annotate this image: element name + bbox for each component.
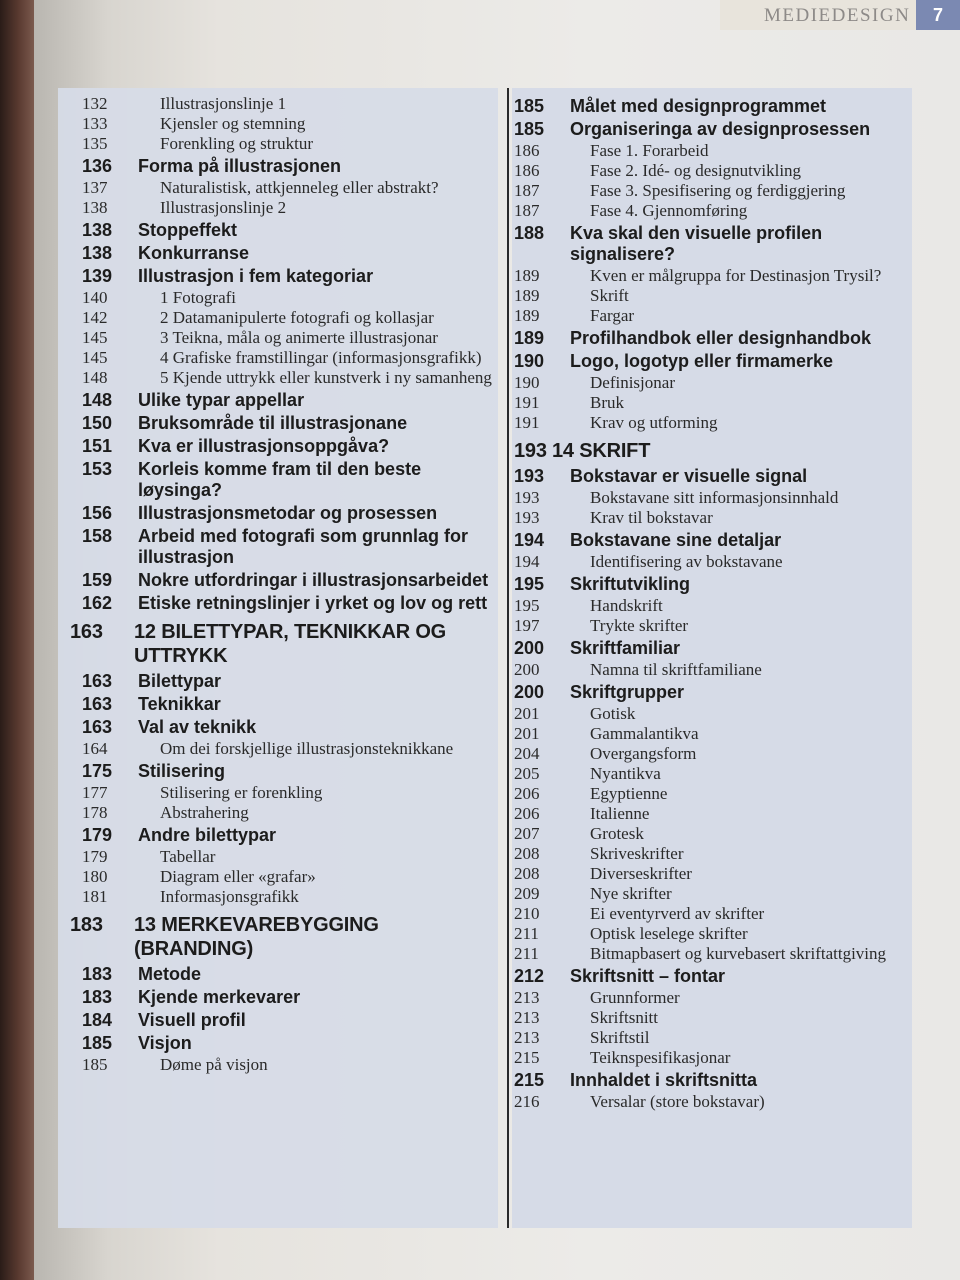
toc-page-number: 183 <box>82 964 113 984</box>
toc-section-entry <box>70 243 500 264</box>
toc-subsection-entry <box>512 744 912 764</box>
toc-section-entry <box>70 220 500 241</box>
toc-page-number: 185 <box>514 96 545 116</box>
toc-subsection-entry <box>512 864 912 884</box>
toc-subsection-entry <box>512 286 912 306</box>
toc-page-number: 213 <box>514 1008 540 1027</box>
toc-section-entry <box>512 530 912 551</box>
toc-entry-title: 4 Grafiske framstillingar (informasjonsgrafikk) <box>160 348 482 367</box>
toc-entry-title: Stilisering <box>138 761 226 781</box>
toc-entry-title: Bruk <box>590 393 624 412</box>
toc-section-entry <box>70 413 500 434</box>
toc-subsection-entry <box>512 944 912 964</box>
toc-subsection-entry <box>70 328 500 348</box>
toc-entry-title: 1 Fotografi <box>160 288 237 307</box>
toc-page-number: 137 <box>82 178 108 197</box>
toc-page-number: 211 <box>514 944 539 963</box>
toc-subsection-entry <box>70 847 500 867</box>
toc-page-number: 197 <box>514 616 540 635</box>
toc-subsection-entry <box>512 306 912 326</box>
toc-page-number: 142 <box>82 308 108 327</box>
toc-entry-title: Organiseringa av designprosessen <box>570 119 871 139</box>
toc-entry-title: 3 Teikna, måla og animerte illustrasjonar <box>160 328 438 347</box>
toc-subsection-entry <box>512 784 912 804</box>
toc-page-number: 148 <box>82 390 113 410</box>
toc-page-number: 189 <box>514 266 540 285</box>
toc-section-entry <box>512 351 912 372</box>
toc-page-number: 201 <box>514 724 540 743</box>
toc-subsection-entry <box>512 413 912 433</box>
toc-entry-title: Bokstavar er visuelle signal <box>570 466 808 486</box>
toc-entry-title: Fargar <box>590 306 635 325</box>
toc-entry-title: Arbeid med fotografi som grunnlag for illustrasjon <box>138 526 469 567</box>
toc-section-entry <box>70 825 500 846</box>
toc-entry-title: Målet med designprogrammet <box>570 96 827 116</box>
toc-page-number: 186 <box>514 161 540 180</box>
toc-entry-title: Nyantikva <box>590 764 661 783</box>
toc-entry-title: Diagram eller «grafar» <box>160 867 316 886</box>
toc-section-entry <box>70 1033 500 1054</box>
toc-section-entry <box>512 966 912 987</box>
toc-entry-title: 14 SKRIFT <box>552 440 651 462</box>
toc-entry-title: Nye skrifter <box>590 884 672 903</box>
toc-page-number: 205 <box>514 764 540 783</box>
toc-entry-title: Skriftstil <box>590 1028 650 1047</box>
toc-entry-title: Illustrasjonslinje 2 <box>160 198 287 217</box>
toc-entry-title: Overgangsform <box>590 744 697 763</box>
toc-entry-title: Metode <box>138 964 201 984</box>
toc-section-entry <box>70 526 500 568</box>
toc-page-number: 200 <box>514 660 540 679</box>
toc-section-entry <box>70 436 500 457</box>
toc-entry-title: Visjon <box>138 1033 192 1053</box>
toc-subsection-entry <box>70 887 500 907</box>
toc-entry-title: 13 MERKEVAREBYGGING (BRANDING) <box>134 914 379 960</box>
toc-entry-title: Krav til bokstavar <box>590 508 713 527</box>
toc-entry-title: Korleis komme fram til den beste løysinga? <box>138 459 422 500</box>
toc-section-entry <box>70 570 500 591</box>
toc-page-number: 175 <box>82 761 113 781</box>
toc-entry-title: Definisjonar <box>590 373 675 392</box>
toc-page-number: 195 <box>514 574 545 594</box>
toc-entry-title: Naturalistisk, attkjenneleg eller abstrakt? <box>160 178 439 197</box>
toc-page-number: 191 <box>514 413 540 432</box>
toc-entry-title: Teknikkar <box>138 694 221 714</box>
toc-entry-title: Trykte skrifter <box>590 616 689 635</box>
toc-page-number: 140 <box>82 288 108 307</box>
toc-page-number: 193 <box>514 508 540 527</box>
toc-page-number: 188 <box>514 223 545 243</box>
toc-page-number: 163 <box>82 694 113 714</box>
toc-section-entry <box>70 266 500 287</box>
toc-page-number: 189 <box>514 306 540 325</box>
toc-section-entry <box>70 717 500 738</box>
toc-entry-title: 2 Datamanipulerte fotografi og kollasjar <box>160 308 434 327</box>
toc-page-number: 194 <box>514 552 540 571</box>
toc-subsection-entry <box>512 1092 912 1112</box>
toc-page-number: 215 <box>514 1048 540 1067</box>
toc-entry-title: Innhaldet i skriftsnitta <box>570 1070 758 1090</box>
toc-page-number: 185 <box>82 1055 108 1074</box>
toc-page-number: 213 <box>514 988 540 1007</box>
toc-subsection-entry <box>512 141 912 161</box>
toc-page-number: 193 <box>514 488 540 507</box>
toc-entry-title: Skriftfamiliar <box>570 638 681 658</box>
toc-entry-title: Skriftsnitt <box>590 1008 659 1027</box>
toc-page-number: 209 <box>514 884 540 903</box>
toc-page-number: 215 <box>514 1070 545 1090</box>
toc-page-number: 193 <box>514 466 545 486</box>
toc-entry-title: Døme på visjon <box>160 1055 268 1074</box>
toc-entry-title: Diverseskrifter <box>590 864 692 883</box>
toc-subsection-entry <box>70 1055 500 1075</box>
toc-page-number: 151 <box>82 436 113 456</box>
toc-entry-title: Andre bilettypar <box>138 825 277 845</box>
toc-section-entry <box>512 574 912 595</box>
toc-entry-title: Illustrasjonsmetodar og prosessen <box>138 503 438 523</box>
toc-entry-title: 12 BILETTYPAR, TEKNIKKAR OG UTTRYKK <box>134 621 447 667</box>
toc-chapter-entry <box>512 439 912 463</box>
toc-page-number: 135 <box>82 134 108 153</box>
toc-page-number: 207 <box>514 824 540 843</box>
toc-entry-title: Fase 1. Forarbeid <box>590 141 709 160</box>
toc-entry-title: Ulike typar appellar <box>138 390 305 410</box>
toc-entry-title: Bitmapbasert og kurvebasert skriftattgiving <box>590 944 887 963</box>
toc-entry-title: Fase 3. Spesifisering og ferdiggjering <box>590 181 846 200</box>
toc-page-number: 183 <box>70 914 103 936</box>
toc-page-number: 193 <box>514 440 547 462</box>
toc-page-number: 200 <box>514 682 545 702</box>
toc-page-number: 164 <box>82 739 108 758</box>
toc-subsection-entry <box>512 1008 912 1028</box>
toc-page-number: 213 <box>514 1028 540 1047</box>
toc-entry-title: Kjende merkevarer <box>138 987 301 1007</box>
toc-subsection-entry <box>512 373 912 393</box>
toc-entry-title: Skriveskrifter <box>590 844 684 863</box>
toc-entry-title: Grotesk <box>590 824 644 843</box>
toc-subsection-entry <box>512 844 912 864</box>
toc-subsection-entry <box>512 393 912 413</box>
toc-page-number: 163 <box>70 621 103 643</box>
toc-page-number: 201 <box>514 704 540 723</box>
toc-page-number: 177 <box>82 783 108 802</box>
toc-subsection-entry <box>70 368 500 388</box>
toc-entry-title: Egyptienne <box>590 784 668 803</box>
toc-subsection-entry <box>70 783 500 803</box>
toc-page-number: 204 <box>514 744 540 763</box>
toc-page-number: 206 <box>514 784 540 803</box>
toc-chapter-entry <box>70 620 500 668</box>
toc-page-number: 138 <box>82 220 113 240</box>
toc-page-number: 136 <box>82 156 113 176</box>
toc-page-number: 145 <box>82 328 108 347</box>
toc-entry-title: Gammalantikva <box>590 724 699 743</box>
toc-section-entry <box>70 694 500 715</box>
toc-entry-title: Ei eventyrverd av skrifter <box>590 904 765 923</box>
toc-entry-title: Kva er illustrasjonsoppgåva? <box>138 436 390 456</box>
toc-page-number: 150 <box>82 413 113 433</box>
toc-page-number: 191 <box>514 393 540 412</box>
toc-entry-title: Versalar (store bokstavar) <box>590 1092 765 1111</box>
toc-entry-title: Etiske retningslinjer i yrket og lov og rett <box>138 593 488 613</box>
toc-page-number: 179 <box>82 825 113 845</box>
toc-entry-title: Bokstavane sitt informasjonsinnhald <box>590 488 839 507</box>
toc-page-number: 162 <box>82 593 113 613</box>
toc-entry-title: Krav og utforming <box>590 413 718 432</box>
toc-section-entry <box>70 156 500 177</box>
toc-entry-title: Grunnformer <box>590 988 680 1007</box>
toc-entry-title: Stilisering er forenkling <box>160 783 323 802</box>
toc-subsection-entry <box>512 201 912 221</box>
toc-section-entry <box>70 761 500 782</box>
toc-subsection-entry <box>70 178 500 198</box>
toc-page-number: 179 <box>82 847 108 866</box>
toc-entry-title: Logo, logotyp eller firmamerke <box>570 351 834 371</box>
toc-section-entry <box>70 1010 500 1031</box>
toc-section-entry <box>70 503 500 524</box>
toc-entry-title: Bruksområde til illustrasjonane <box>138 413 408 433</box>
toc-page-number: 158 <box>82 526 113 546</box>
toc-subsection-entry <box>512 924 912 944</box>
toc-page-number: 186 <box>514 141 540 160</box>
toc-subsection-entry <box>512 704 912 724</box>
column-divider <box>507 88 509 1228</box>
toc-page-number: 133 <box>82 114 108 133</box>
toc-page-number: 216 <box>514 1092 540 1111</box>
toc-entry-title: Profilhandbok eller designhandbok <box>570 328 872 348</box>
toc-left-column <box>70 94 500 1075</box>
toc-page-number: 208 <box>514 844 540 863</box>
toc-entry-title: Gotisk <box>590 704 636 723</box>
toc-entry-title: Fase 4. Gjennomføring <box>590 201 748 220</box>
toc-page-number: 208 <box>514 864 540 883</box>
toc-entry-title: Kva skal den visuelle profilen signalisere? <box>570 223 823 264</box>
toc-section-entry <box>70 671 500 692</box>
toc-page-number: 178 <box>82 803 108 822</box>
toc-entry-title: Kven er målgruppa for Destinasjon Trysil? <box>590 266 882 285</box>
toc-section-entry <box>70 459 500 501</box>
toc-entry-title: Visuell profil <box>138 1010 246 1030</box>
book-spine-shadow <box>0 0 34 1280</box>
toc-section-entry <box>512 119 912 140</box>
toc-page-number: 194 <box>514 530 545 550</box>
toc-page-number: 163 <box>82 671 113 691</box>
toc-subsection-entry <box>70 308 500 328</box>
toc-entry-title: Teiknspesifikasjonar <box>590 1048 731 1067</box>
toc-subsection-entry <box>512 988 912 1008</box>
toc-subsection-entry <box>512 804 912 824</box>
toc-entry-title: Bilettypar <box>138 671 222 691</box>
toc-subsection-entry <box>512 161 912 181</box>
toc-entry-title: Illustrasjonslinje 1 <box>160 94 287 113</box>
toc-section-entry <box>512 1070 912 1091</box>
toc-page-number: 132 <box>82 94 108 113</box>
toc-subsection-entry <box>512 824 912 844</box>
toc-section-entry <box>512 96 912 117</box>
toc-page-number: 195 <box>514 596 540 615</box>
toc-section-entry <box>70 964 500 985</box>
toc-entry-title: Skriftsnitt – fontar <box>570 966 726 986</box>
toc-subsection-entry <box>70 739 500 759</box>
toc-entry-title: Abstrahering <box>160 803 249 822</box>
toc-section-entry <box>512 223 912 265</box>
toc-subsection-entry <box>512 508 912 528</box>
toc-subsection-entry <box>70 198 500 218</box>
toc-entry-title: Informasjonsgrafikk <box>160 887 299 906</box>
toc-entry-title: Fase 2. Idé- og designutvikling <box>590 161 802 180</box>
toc-chapter-entry <box>70 913 500 961</box>
toc-page-number: 200 <box>514 638 545 658</box>
toc-entry-title: Optisk leselege skrifter <box>590 924 748 943</box>
toc-page-number: 159 <box>82 570 113 590</box>
toc-page-number: 187 <box>514 181 540 200</box>
toc-entry-title: Handskrift <box>590 596 663 615</box>
toc-subsection-entry <box>70 867 500 887</box>
toc-subsection-entry <box>70 288 500 308</box>
toc-entry-title: Om dei forskjellige illustrasjonsteknikkane <box>160 739 454 758</box>
toc-page-number: 190 <box>514 351 545 371</box>
toc-entry-title: Tabellar <box>160 847 216 866</box>
toc-entry-title: Stoppeffekt <box>138 220 237 240</box>
toc-section-entry <box>512 682 912 703</box>
toc-entry-title: Skriftgrupper <box>570 682 685 702</box>
toc-entry-title: Identifisering av bokstavane <box>590 552 783 571</box>
toc-page-number: 187 <box>514 201 540 220</box>
toc-entry-title: Namna til skriftfamiliane <box>590 660 762 679</box>
toc-subsection-entry <box>70 114 500 134</box>
toc-subsection-entry <box>512 266 912 286</box>
toc-subsection-entry <box>512 552 912 572</box>
toc-page-number: 189 <box>514 286 540 305</box>
toc-page-number: 138 <box>82 198 108 217</box>
toc-page-number: 190 <box>514 373 540 392</box>
toc-entry-title: Skriftutvikling <box>570 574 691 594</box>
toc-section-entry <box>512 328 912 349</box>
toc-section-entry <box>512 638 912 659</box>
toc-page-number: 185 <box>514 119 545 139</box>
toc-entry-title: 5 Kjende uttrykk eller kunstverk i ny samanheng <box>160 368 492 387</box>
toc-page-number: 181 <box>82 887 108 906</box>
toc-section-entry <box>70 390 500 411</box>
toc-page-number: 156 <box>82 503 113 523</box>
toc-page-number: 163 <box>82 717 113 737</box>
toc-subsection-entry <box>512 724 912 744</box>
toc-page-number: 210 <box>514 904 540 923</box>
toc-entry-title: Konkurranse <box>138 243 250 263</box>
toc-subsection-entry <box>512 488 912 508</box>
toc-section-entry <box>70 593 500 614</box>
toc-subsection-entry <box>70 348 500 368</box>
toc-entry-title: Italienne <box>590 804 650 823</box>
toc-page-number: 183 <box>82 987 113 1007</box>
toc-entry-title: Skrift <box>590 286 629 305</box>
toc-entry-title: Bokstavane sine detaljar <box>570 530 782 550</box>
toc-page-number: 212 <box>514 966 545 986</box>
toc-entry-title: Val av teknikk <box>138 717 257 737</box>
toc-section-entry <box>512 466 912 487</box>
toc-entry-title: Illustrasjon i fem kategoriar <box>138 266 374 286</box>
toc-section-entry <box>70 987 500 1008</box>
toc-page-number: 211 <box>514 924 539 943</box>
toc-subsection-entry <box>512 904 912 924</box>
toc-subsection-entry <box>70 134 500 154</box>
toc-page-number: 185 <box>82 1033 113 1053</box>
toc-subsection-entry <box>512 596 912 616</box>
section-title: MEDIEDESIGN <box>764 5 911 26</box>
toc-subsection-entry <box>70 803 500 823</box>
toc-entry-title: Kjensler og stemning <box>160 114 306 133</box>
toc-subsection-entry <box>70 94 500 114</box>
toc-page-number: 138 <box>82 243 113 263</box>
toc-subsection-entry <box>512 181 912 201</box>
toc-entry-title: Forma på illustrasjonen <box>138 156 342 176</box>
toc-page-number: 145 <box>82 348 108 367</box>
toc-page-number: 184 <box>82 1010 113 1030</box>
toc-subsection-entry <box>512 660 912 680</box>
toc-subsection-entry <box>512 616 912 636</box>
toc-page-number: 148 <box>82 368 108 387</box>
toc-subsection-entry <box>512 764 912 784</box>
toc-page-number: 206 <box>514 804 540 823</box>
toc-subsection-entry <box>512 1048 912 1068</box>
toc-entry-title: Forenkling og struktur <box>160 134 313 153</box>
toc-page-number: 180 <box>82 867 108 886</box>
toc-page-number: 189 <box>514 328 545 348</box>
toc-entry-title: Nokre utfordringar i illustrasjonsarbeidet <box>138 570 489 590</box>
toc-page-number: 153 <box>82 459 113 479</box>
toc-subsection-entry <box>512 1028 912 1048</box>
toc-page-number: 139 <box>82 266 113 286</box>
page-number-badge: 7 <box>916 0 960 30</box>
toc-right-column <box>512 94 912 1112</box>
toc-subsection-entry <box>512 884 912 904</box>
